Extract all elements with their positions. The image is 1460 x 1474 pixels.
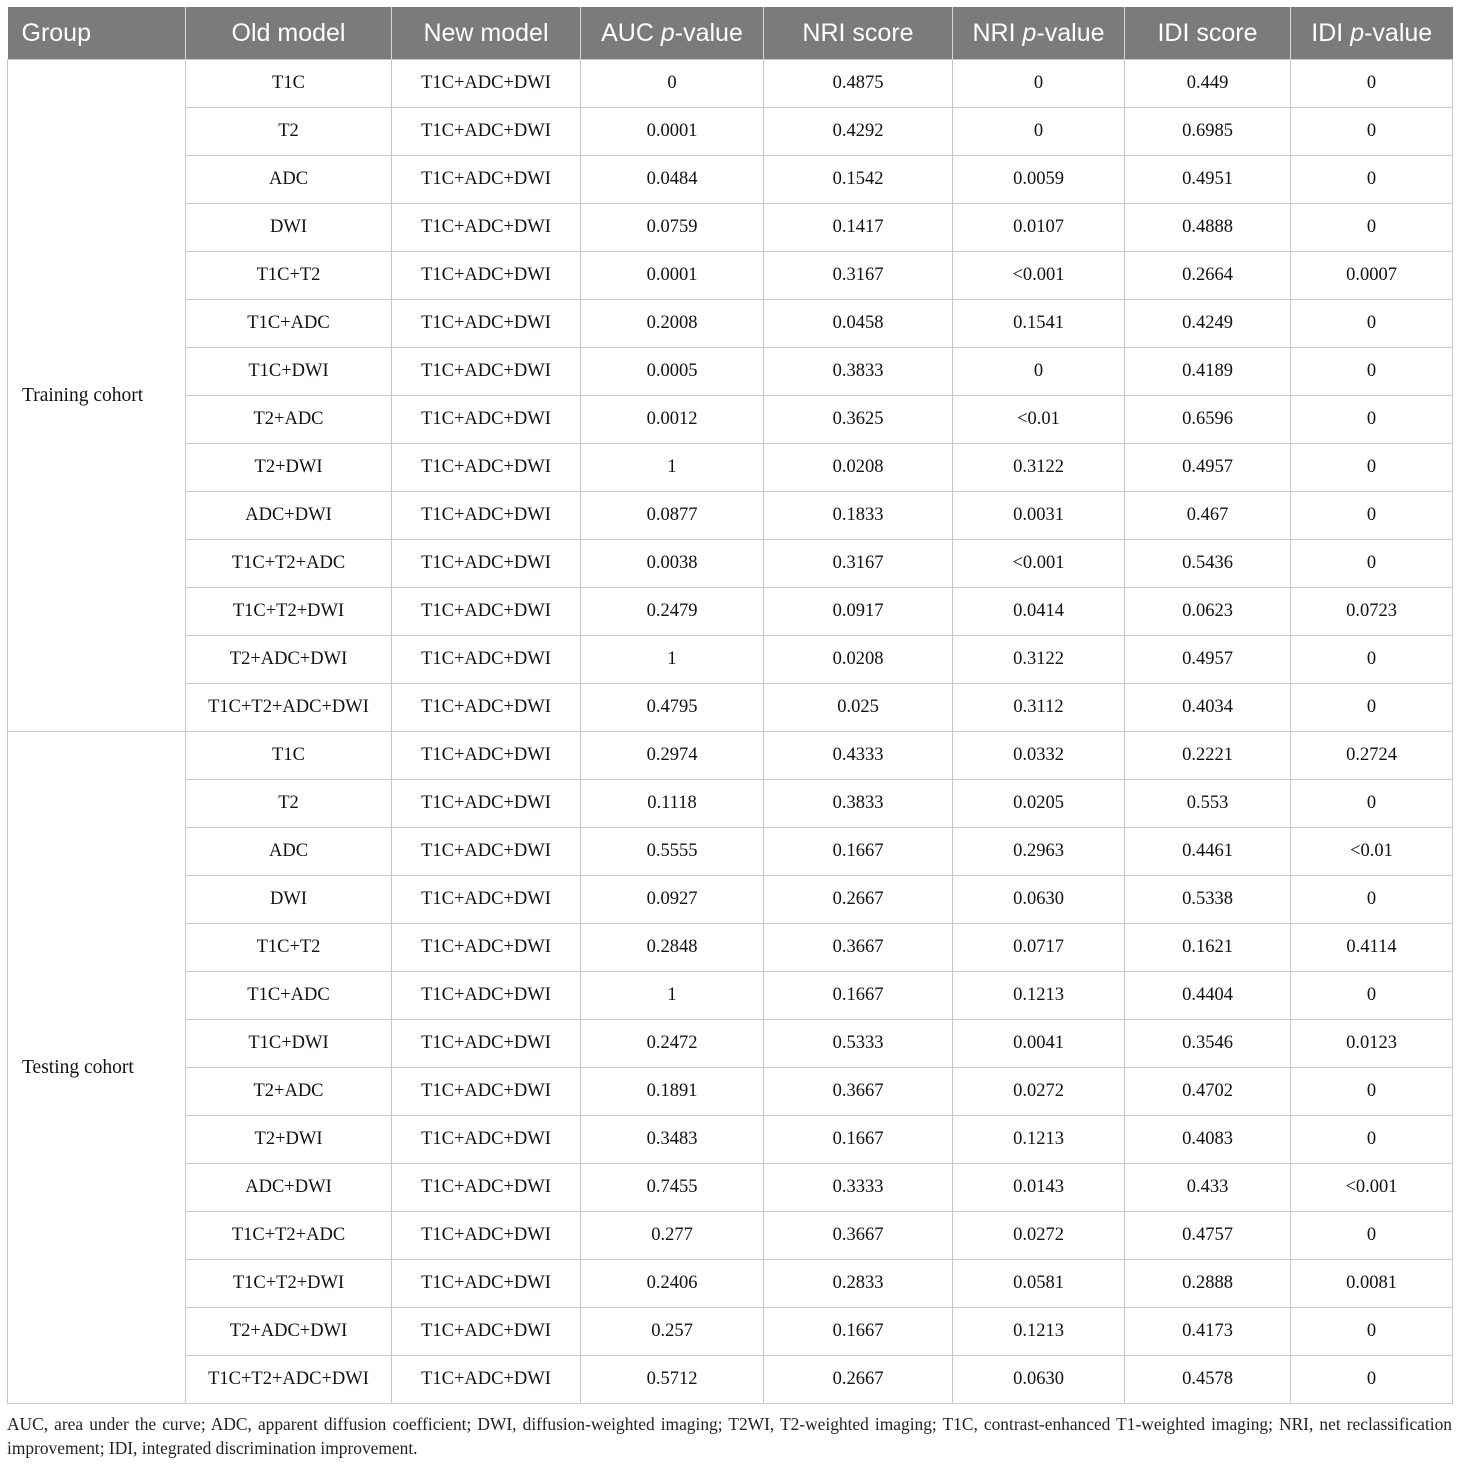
idi-p-value-cell: 0 (1291, 444, 1453, 492)
header-idi-p: p (1350, 18, 1365, 47)
new-model-cell: T1C+ADC+DWI (392, 636, 581, 684)
idi-p-value-cell: 0.4114 (1291, 924, 1453, 972)
nri-score-cell: 0.4292 (764, 108, 953, 156)
header-auc-p-value (581, 7, 764, 60)
idi-score-cell: 0.0623 (1125, 588, 1291, 636)
nri-score-cell: 0.3667 (764, 1068, 953, 1116)
idi-score-cell: 0.6985 (1125, 108, 1291, 156)
group-label-cell: Testing cohort (8, 732, 186, 1404)
auc-p-value-cell: 0 (581, 60, 764, 108)
header-idi-prefix: IDI (1311, 18, 1351, 47)
new-model-cell: T1C+ADC+DWI (392, 396, 581, 444)
header-nri-suffix: -value (1036, 18, 1105, 47)
idi-p-value-cell: 0.0723 (1291, 588, 1453, 636)
table-row (8, 924, 1453, 972)
idi-score-cell: 0.449 (1125, 60, 1291, 108)
header-nri-p: p (1022, 18, 1037, 47)
table-row (8, 1260, 1453, 1308)
nri-p-value-cell: 0.0205 (953, 780, 1125, 828)
table-footnote: AUC, area under the curve; ADC, apparent diffusion coefficient; DWI, diffusion-weighted imaging; T2WI, T2-weighted imaging; T1C, contrast-enhanced T1-weighted imaging; NRI, net reclassification improvement; IDI, integrated discrimination improvement. (7, 1414, 1452, 1458)
auc-p-value-cell: 0.5555 (581, 828, 764, 876)
table-row (8, 156, 1453, 204)
nri-score-cell: 0.0208 (764, 636, 953, 684)
header-auc-suffix: -value (674, 18, 743, 47)
table-row (8, 108, 1453, 156)
auc-p-value-cell: 0.5712 (581, 1356, 764, 1404)
idi-p-value-cell: 0.0123 (1291, 1020, 1453, 1068)
nri-p-value-cell: 0 (953, 60, 1125, 108)
old-model-cell: ADC+DWI (186, 492, 392, 540)
table-row (8, 684, 1453, 732)
idi-p-value-cell: 0 (1291, 636, 1453, 684)
idi-score-cell: 0.1621 (1125, 924, 1291, 972)
table-row (8, 1308, 1453, 1356)
idi-score-cell: 0.467 (1125, 492, 1291, 540)
old-model-cell: T1C+T2+ADC (186, 1212, 392, 1260)
nri-p-value-cell: 0.0414 (953, 588, 1125, 636)
old-model-cell: T1C+T2+DWI (186, 1260, 392, 1308)
table-row (8, 396, 1453, 444)
idi-p-value-cell: 0 (1291, 108, 1453, 156)
idi-score-cell: 0.4957 (1125, 444, 1291, 492)
nri-p-value-cell: 0.0059 (953, 156, 1125, 204)
old-model-cell: T2+DWI (186, 1116, 392, 1164)
idi-score-cell: 0.4404 (1125, 972, 1291, 1020)
new-model-cell: T1C+ADC+DWI (392, 300, 581, 348)
idi-score-cell: 0.2221 (1125, 732, 1291, 780)
header-nri-prefix: NRI (972, 18, 1023, 47)
old-model-cell: T1C+DWI (186, 1020, 392, 1068)
auc-p-value-cell: 0.0759 (581, 204, 764, 252)
new-model-cell: T1C+ADC+DWI (392, 492, 581, 540)
table-row (8, 1116, 1453, 1164)
table-row (8, 300, 1453, 348)
idi-score-cell: 0.2664 (1125, 252, 1291, 300)
nri-score-cell: 0.1833 (764, 492, 953, 540)
table-row (8, 492, 1453, 540)
nri-score-cell: 0.1667 (764, 828, 953, 876)
auc-p-value-cell: 0.3483 (581, 1116, 764, 1164)
idi-p-value-cell: 0.0081 (1291, 1260, 1453, 1308)
nri-score-cell: 0.0458 (764, 300, 953, 348)
idi-score-cell: 0.433 (1125, 1164, 1291, 1212)
old-model-cell: T1C+T2+DWI (186, 588, 392, 636)
idi-score-cell: 0.4702 (1125, 1068, 1291, 1116)
nri-score-cell: 0.3333 (764, 1164, 953, 1212)
new-model-cell: T1C+ADC+DWI (392, 204, 581, 252)
idi-p-value-cell: 0 (1291, 684, 1453, 732)
auc-p-value-cell: 0.7455 (581, 1164, 764, 1212)
idi-p-value-cell: 0 (1291, 60, 1453, 108)
auc-p-value-cell: 0.277 (581, 1212, 764, 1260)
new-model-cell: T1C+ADC+DWI (392, 972, 581, 1020)
auc-p-value-cell: 0.1118 (581, 780, 764, 828)
table-row (8, 1068, 1453, 1116)
new-model-cell: T1C+ADC+DWI (392, 1020, 581, 1068)
nri-score-cell: 0.1667 (764, 1308, 953, 1356)
auc-p-value-cell: 0.0005 (581, 348, 764, 396)
table-row (8, 1356, 1453, 1404)
results-table-container (7, 7, 1452, 1404)
old-model-cell: T1C+DWI (186, 348, 392, 396)
old-model-cell: T1C+ADC (186, 972, 392, 1020)
idi-score-cell: 0.4083 (1125, 1116, 1291, 1164)
new-model-cell: T1C+ADC+DWI (392, 1212, 581, 1260)
table-row (8, 60, 1453, 108)
old-model-cell: DWI (186, 204, 392, 252)
idi-score-cell: 0.6596 (1125, 396, 1291, 444)
old-model-cell: T1C (186, 732, 392, 780)
idi-p-value-cell: 0.0007 (1291, 252, 1453, 300)
old-model-cell: T1C+T2+ADC (186, 540, 392, 588)
nri-p-value-cell: <0.001 (953, 540, 1125, 588)
new-model-cell: T1C+ADC+DWI (392, 60, 581, 108)
old-model-cell: T1C+ADC (186, 300, 392, 348)
nri-p-value-cell: <0.001 (953, 252, 1125, 300)
nri-p-value-cell: 0.1541 (953, 300, 1125, 348)
idi-score-cell: 0.4757 (1125, 1212, 1291, 1260)
auc-p-value-cell: 0.0877 (581, 492, 764, 540)
new-model-cell: T1C+ADC+DWI (392, 1356, 581, 1404)
table-body (8, 60, 1453, 1404)
nri-score-cell: 0.1667 (764, 972, 953, 1020)
idi-p-value-cell: <0.01 (1291, 828, 1453, 876)
new-model-cell: T1C+ADC+DWI (392, 1260, 581, 1308)
auc-p-value-cell: 0.0927 (581, 876, 764, 924)
old-model-cell: T1C+T2+ADC+DWI (186, 1356, 392, 1404)
idi-score-cell: 0.2888 (1125, 1260, 1291, 1308)
nri-p-value-cell: 0.0630 (953, 876, 1125, 924)
table-row (8, 540, 1453, 588)
header-old-model: Old model (186, 7, 392, 60)
idi-p-value-cell: 0 (1291, 1116, 1453, 1164)
idi-p-value-cell: 0 (1291, 348, 1453, 396)
nri-p-value-cell: <0.01 (953, 396, 1125, 444)
old-model-cell: T1C+T2+ADC+DWI (186, 684, 392, 732)
old-model-cell: ADC (186, 828, 392, 876)
idi-p-value-cell: <0.001 (1291, 1164, 1453, 1212)
table-row (8, 1164, 1453, 1212)
idi-score-cell: 0.3546 (1125, 1020, 1291, 1068)
old-model-cell: T2 (186, 108, 392, 156)
old-model-cell: T2+ADC+DWI (186, 636, 392, 684)
idi-p-value-cell: 0 (1291, 1068, 1453, 1116)
nri-p-value-cell: 0.0031 (953, 492, 1125, 540)
idi-score-cell: 0.4189 (1125, 348, 1291, 396)
nri-p-value-cell: 0.0041 (953, 1020, 1125, 1068)
new-model-cell: T1C+ADC+DWI (392, 348, 581, 396)
auc-p-value-cell: 0.0001 (581, 252, 764, 300)
table-row (8, 1020, 1453, 1068)
old-model-cell: T2+DWI (186, 444, 392, 492)
new-model-cell: T1C+ADC+DWI (392, 1164, 581, 1212)
new-model-cell: T1C+ADC+DWI (392, 1068, 581, 1116)
new-model-cell: T1C+ADC+DWI (392, 108, 581, 156)
idi-score-cell: 0.4461 (1125, 828, 1291, 876)
table-header (8, 7, 1453, 60)
nri-score-cell: 0.3667 (764, 924, 953, 972)
auc-p-value-cell: 0.2974 (581, 732, 764, 780)
table-row (8, 252, 1453, 300)
old-model-cell: T2+ADC+DWI (186, 1308, 392, 1356)
nri-p-value-cell: 0.1213 (953, 1308, 1125, 1356)
nri-p-value-cell: 0.0581 (953, 1260, 1125, 1308)
idi-score-cell: 0.4957 (1125, 636, 1291, 684)
nri-score-cell: 0.4333 (764, 732, 953, 780)
auc-p-value-cell: 0.0001 (581, 108, 764, 156)
table-row (8, 636, 1453, 684)
old-model-cell: T1C+T2 (186, 252, 392, 300)
nri-score-cell: 0.3667 (764, 1212, 953, 1260)
table-row (8, 876, 1453, 924)
new-model-cell: T1C+ADC+DWI (392, 684, 581, 732)
nri-p-value-cell: 0.1213 (953, 1116, 1125, 1164)
new-model-cell: T1C+ADC+DWI (392, 588, 581, 636)
auc-p-value-cell: 0.1891 (581, 1068, 764, 1116)
idi-p-value-cell: 0 (1291, 492, 1453, 540)
old-model-cell: ADC+DWI (186, 1164, 392, 1212)
auc-p-value-cell: 0.0012 (581, 396, 764, 444)
header-idi-suffix: -value (1364, 18, 1433, 47)
idi-p-value-cell: 0 (1291, 780, 1453, 828)
nri-p-value-cell: 0.0272 (953, 1212, 1125, 1260)
nri-score-cell: 0.1417 (764, 204, 953, 252)
nri-score-cell: 0.4875 (764, 60, 953, 108)
table-row (8, 1212, 1453, 1260)
nri-score-cell: 0.3833 (764, 348, 953, 396)
nri-score-cell: 0.3167 (764, 252, 953, 300)
idi-p-value-cell: 0 (1291, 876, 1453, 924)
idi-score-cell: 0.4578 (1125, 1356, 1291, 1404)
old-model-cell: T1C+T2 (186, 924, 392, 972)
table-row (8, 348, 1453, 396)
idi-score-cell: 0.4249 (1125, 300, 1291, 348)
idi-p-value-cell: 0 (1291, 1308, 1453, 1356)
new-model-cell: T1C+ADC+DWI (392, 828, 581, 876)
idi-p-value-cell: 0 (1291, 156, 1453, 204)
new-model-cell: T1C+ADC+DWI (392, 780, 581, 828)
idi-p-value-cell: 0 (1291, 396, 1453, 444)
old-model-cell: T2 (186, 780, 392, 828)
new-model-cell: T1C+ADC+DWI (392, 876, 581, 924)
nri-score-cell: 0.2667 (764, 876, 953, 924)
new-model-cell: T1C+ADC+DWI (392, 156, 581, 204)
nri-p-value-cell: 0.0143 (953, 1164, 1125, 1212)
idi-p-value-cell: 0 (1291, 204, 1453, 252)
idi-p-value-cell: 0 (1291, 1212, 1453, 1260)
idi-p-value-cell: 0 (1291, 300, 1453, 348)
idi-score-cell: 0.553 (1125, 780, 1291, 828)
auc-p-value-cell: 0.4795 (581, 684, 764, 732)
old-model-cell: T1C (186, 60, 392, 108)
auc-p-value-cell: 0.2479 (581, 588, 764, 636)
old-model-cell: DWI (186, 876, 392, 924)
header-group: Group (8, 7, 186, 60)
new-model-cell: T1C+ADC+DWI (392, 444, 581, 492)
auc-p-value-cell: 1 (581, 636, 764, 684)
old-model-cell: ADC (186, 156, 392, 204)
nri-score-cell: 0.3833 (764, 780, 953, 828)
nri-score-cell: 0.3167 (764, 540, 953, 588)
new-model-cell: T1C+ADC+DWI (392, 252, 581, 300)
auc-p-value-cell: 0.0038 (581, 540, 764, 588)
idi-p-value-cell: 0 (1291, 540, 1453, 588)
table-row (8, 972, 1453, 1020)
nri-score-cell: 0.025 (764, 684, 953, 732)
nri-p-value-cell: 0 (953, 348, 1125, 396)
nri-p-value-cell: 0.0107 (953, 204, 1125, 252)
results-table (7, 7, 1453, 1404)
nri-score-cell: 0.3625 (764, 396, 953, 444)
idi-score-cell: 0.4951 (1125, 156, 1291, 204)
auc-p-value-cell: 0.0484 (581, 156, 764, 204)
nri-p-value-cell: 0 (953, 108, 1125, 156)
idi-score-cell: 0.4888 (1125, 204, 1291, 252)
auc-p-value-cell: 0.2472 (581, 1020, 764, 1068)
auc-p-value-cell: 1 (581, 972, 764, 1020)
nri-p-value-cell: 0.0630 (953, 1356, 1125, 1404)
nri-score-cell: 0.1542 (764, 156, 953, 204)
table-row (8, 732, 1453, 780)
new-model-cell: T1C+ADC+DWI (392, 1308, 581, 1356)
group-label-cell: Training cohort (8, 60, 186, 732)
auc-p-value-cell: 0.257 (581, 1308, 764, 1356)
idi-p-value-cell: 0.2724 (1291, 732, 1453, 780)
old-model-cell: T2+ADC (186, 1068, 392, 1116)
table-row (8, 444, 1453, 492)
nri-p-value-cell: 0.0332 (953, 732, 1125, 780)
table-row (8, 588, 1453, 636)
header-new-model: New model (392, 7, 581, 60)
nri-score-cell: 0.0208 (764, 444, 953, 492)
idi-p-value-cell: 0 (1291, 972, 1453, 1020)
new-model-cell: T1C+ADC+DWI (392, 1116, 581, 1164)
auc-p-value-cell: 0.2008 (581, 300, 764, 348)
nri-score-cell: 0.1667 (764, 1116, 953, 1164)
old-model-cell: T2+ADC (186, 396, 392, 444)
nri-p-value-cell: 0.3112 (953, 684, 1125, 732)
auc-p-value-cell: 0.2848 (581, 924, 764, 972)
nri-score-cell: 0.2667 (764, 1356, 953, 1404)
nri-score-cell: 0.2833 (764, 1260, 953, 1308)
header-idi-score: IDI score (1125, 7, 1291, 60)
table-row (8, 828, 1453, 876)
table-row (8, 780, 1453, 828)
new-model-cell: T1C+ADC+DWI (392, 924, 581, 972)
header-row (8, 7, 1453, 60)
auc-p-value-cell: 1 (581, 444, 764, 492)
nri-p-value-cell: 0.3122 (953, 636, 1125, 684)
nri-p-value-cell: 0.0717 (953, 924, 1125, 972)
auc-p-value-cell: 0.2406 (581, 1260, 764, 1308)
nri-score-cell: 0.5333 (764, 1020, 953, 1068)
nri-p-value-cell: 0.0272 (953, 1068, 1125, 1116)
header-nri-score: NRI score (764, 7, 953, 60)
header-idi-p-value (1291, 7, 1453, 60)
nri-p-value-cell: 0.1213 (953, 972, 1125, 1020)
header-auc-prefix: AUC (601, 18, 661, 47)
idi-score-cell: 0.4173 (1125, 1308, 1291, 1356)
new-model-cell: T1C+ADC+DWI (392, 540, 581, 588)
header-nri-p-value (953, 7, 1125, 60)
idi-score-cell: 0.5436 (1125, 540, 1291, 588)
idi-score-cell: 0.5338 (1125, 876, 1291, 924)
nri-score-cell: 0.0917 (764, 588, 953, 636)
table-row (8, 204, 1453, 252)
header-auc-p: p (660, 18, 675, 47)
idi-score-cell: 0.4034 (1125, 684, 1291, 732)
new-model-cell: T1C+ADC+DWI (392, 732, 581, 780)
idi-p-value-cell: 0 (1291, 1356, 1453, 1404)
nri-p-value-cell: 0.2963 (953, 828, 1125, 876)
nri-p-value-cell: 0.3122 (953, 444, 1125, 492)
